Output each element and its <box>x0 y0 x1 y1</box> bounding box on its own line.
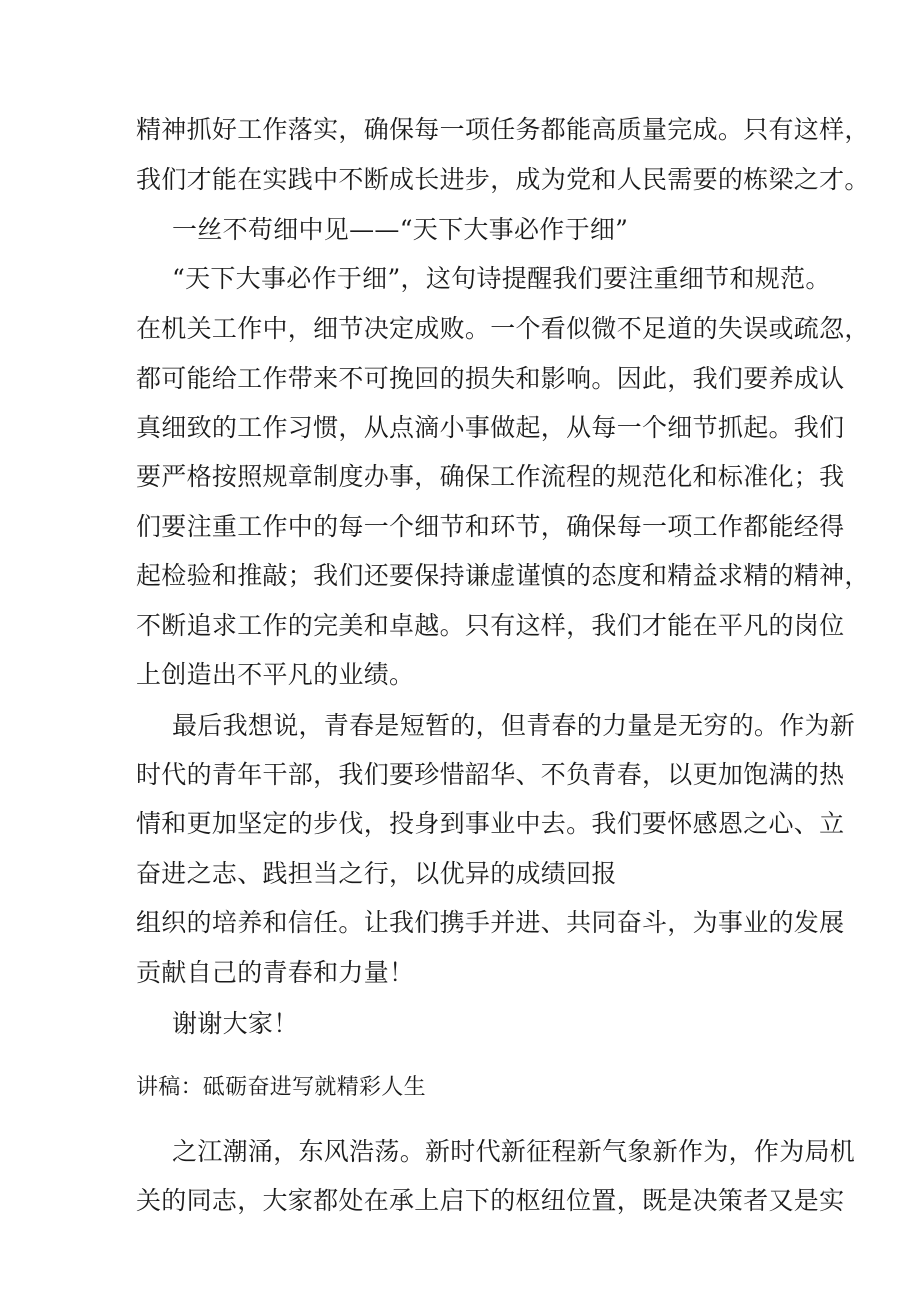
text-line: 上创造出不平凡的业绩。 <box>136 660 415 689</box>
text-line: 组织的培养和信任。让我们携手并进、共同奋斗，为事业的发展 <box>136 908 845 937</box>
closing-line: 谢谢大家！ <box>172 1009 299 1038</box>
paragraph-start: “天下大事必作于细”，这句诗提醒我们要注重细节和规范。 <box>172 264 831 293</box>
speech-title: 讲稿：砥砺奋进写就精彩人生 <box>136 1075 426 1100</box>
text-line: 要严格按照规章制度办事，确保工作流程的规范化和标准化；我 <box>136 462 845 491</box>
text-line: 真细致的工作习惯，从点滴小事做起，从每一个细节抓起。我们 <box>136 413 845 442</box>
text-line: 精神抓好工作落实，确保每一项任务都能高质量完成。只有这样， <box>136 115 870 144</box>
text-line: 在机关工作中，细节决定成败。一个看似微不足道的失误或疏忽， <box>136 314 870 343</box>
text-line: 起检验和推敲；我们还要保持谦虚谨慎的态度和精益求精的精神， <box>136 561 870 590</box>
paragraph-start: 之江潮涌，东风浩荡。新时代新征程新气象新作为，作为局机 <box>172 1137 856 1166</box>
text-line: 奋进之志、践担当之行，以优异的成绩回报 <box>136 859 617 888</box>
text-line: 不断追求工作的完美和卓越。只有这样，我们才能在平凡的岗位 <box>136 611 845 640</box>
paragraph-start: 最后我想说，青春是短暂的，但青春的力量是无穷的。作为新 <box>172 711 856 740</box>
section-heading: 一丝不苟细中见——“天下大事必作于细” <box>172 215 629 244</box>
text-line: 都可能给工作带来不可挽回的损失和影响。因此，我们要养成认 <box>136 364 845 393</box>
text-line: 情和更加坚定的步伐，投身到事业中去。我们要怀感恩之心、立 <box>136 809 845 838</box>
text-line: 我们才能在实践中不断成长进步，成为党和人民需要的栋梁之才。 <box>136 165 870 194</box>
text-line: 们要注重工作中的每一个细节和环节，确保每一项工作都能经得 <box>136 512 845 541</box>
text-line: 贡献自己的青春和力量！ <box>136 958 415 987</box>
text-line: 时代的青年干部，我们要珍惜韶华、不负青春，以更加饱满的热 <box>136 760 845 789</box>
text-line: 关的同志，大家都处在承上启下的枢纽位置，既是决策者又是实 <box>136 1186 845 1215</box>
